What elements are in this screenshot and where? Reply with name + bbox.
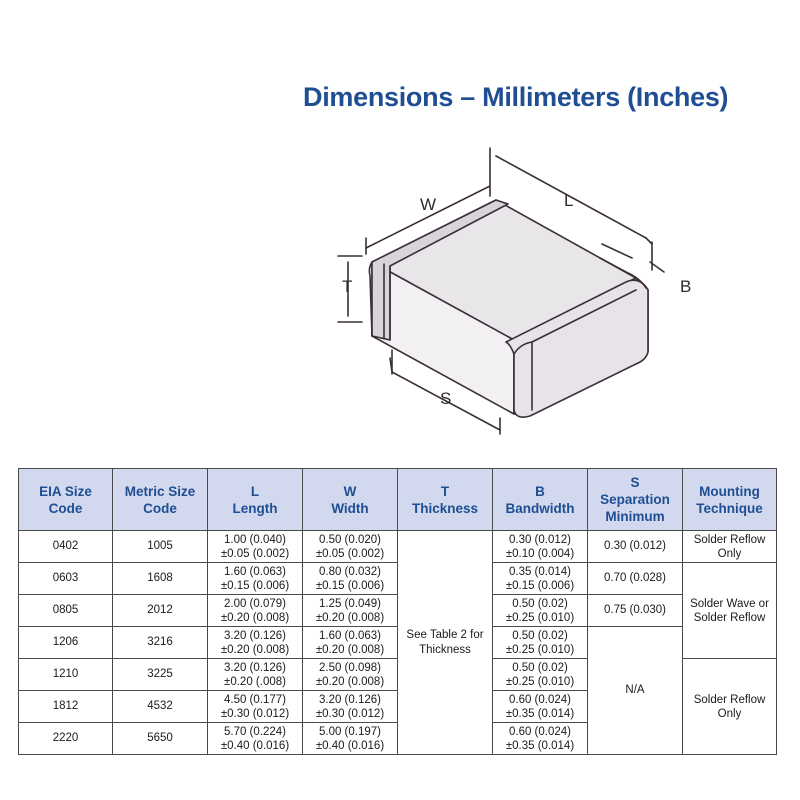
metric-code-cell: 5650 <box>113 723 208 755</box>
separation-cell: 0.30 (0.012) <box>588 531 683 563</box>
metric-code-cell: 2012 <box>113 595 208 627</box>
length-cell: 1.00 (0.040) ±0.05 (0.002) <box>208 531 303 563</box>
header-metric-size-code: Metric Size Code <box>113 469 208 531</box>
s-label: S <box>440 389 452 408</box>
bandwidth-cell: 0.50 (0.02) ±0.25 (0.010) <box>493 659 588 691</box>
bandwidth-cell: 0.30 (0.012) ±0.10 (0.004) <box>493 531 588 563</box>
width-cell: 0.50 (0.020) ±0.05 (0.002) <box>303 531 398 563</box>
mounting-cell: Solder Reflow Only <box>683 531 777 563</box>
separation-cell: N/A <box>588 627 683 755</box>
bandwidth-cell: 0.50 (0.02) ±0.25 (0.010) <box>493 595 588 627</box>
header-thickness: T Thickness <box>398 469 493 531</box>
table-row <box>19 531 777 563</box>
metric-code-cell: 3216 <box>113 627 208 659</box>
header-separation-minimum: S Separation Minimum <box>588 469 683 531</box>
metric-code-cell: 1005 <box>113 531 208 563</box>
page-title: Dimensions – Millimeters (Inches) <box>303 82 729 112</box>
mounting-cell: Solder Wave or Solder Reflow <box>683 563 777 659</box>
length-cell: 1.60 (0.063) ±0.15 (0.006) <box>208 563 303 595</box>
bandwidth-cell: 0.50 (0.02) ±0.25 (0.010) <box>493 627 588 659</box>
header-width: W Width <box>303 469 398 531</box>
width-cell: 1.25 (0.049) ±0.20 (0.008) <box>303 595 398 627</box>
metric-code-cell: 1608 <box>113 563 208 595</box>
capacitor-dimension-diagram <box>330 140 710 440</box>
separation-cell: 0.75 (0.030) <box>588 595 683 627</box>
bandwidth-cell: 0.60 (0.024) ±0.35 (0.014) <box>493 691 588 723</box>
dimensions-table <box>18 468 777 755</box>
eia-code-cell: 0603 <box>19 563 113 595</box>
mounting-cell: Solder Reflow Only <box>683 659 777 755</box>
length-cell: 4.50 (0.177) ±0.30 (0.012) <box>208 691 303 723</box>
length-cell: 2.00 (0.079) ±0.20 (0.008) <box>208 595 303 627</box>
width-cell: 0.80 (0.032) ±0.15 (0.006) <box>303 563 398 595</box>
width-cell: 3.20 (0.126) ±0.30 (0.012) <box>303 691 398 723</box>
separation-cell: 0.70 (0.028) <box>588 563 683 595</box>
header-mounting-technique: Mounting Technique <box>683 469 777 531</box>
width-cell: 5.00 (0.197) ±0.40 (0.016) <box>303 723 398 755</box>
eia-code-cell: 2220 <box>19 723 113 755</box>
thickness-cell: See Table 2 for Thickness <box>398 531 493 755</box>
length-cell: 3.20 (0.126) ±0.20 (0.008) <box>208 627 303 659</box>
eia-code-cell: 1210 <box>19 659 113 691</box>
width-cell: 1.60 (0.063) ±0.20 (0.008) <box>303 627 398 659</box>
metric-code-cell: 4532 <box>113 691 208 723</box>
l-label: L <box>564 191 574 210</box>
eia-code-cell: 0402 <box>19 531 113 563</box>
header-length: L Length <box>208 469 303 531</box>
eia-code-cell: 1812 <box>19 691 113 723</box>
table-header-row <box>19 469 777 531</box>
width-cell: 2.50 (0.098) ±0.20 (0.008) <box>303 659 398 691</box>
eia-code-cell: 1206 <box>19 627 113 659</box>
header-bandwidth: B Bandwidth <box>493 469 588 531</box>
eia-code-cell: 0805 <box>19 595 113 627</box>
length-cell: 3.20 (0.126) ±0.20 (.008) <box>208 659 303 691</box>
w-label: W <box>420 195 437 214</box>
metric-code-cell: 3225 <box>113 659 208 691</box>
header-eia-size-code: EIA Size Code <box>19 469 113 531</box>
length-cell: 5.70 (0.224) ±0.40 (0.016) <box>208 723 303 755</box>
bandwidth-cell: 0.60 (0.024) ±0.35 (0.014) <box>493 723 588 755</box>
t-label: T <box>342 277 353 296</box>
bandwidth-cell: 0.35 (0.014) ±0.15 (0.006) <box>493 563 588 595</box>
b-label: B <box>680 277 692 296</box>
